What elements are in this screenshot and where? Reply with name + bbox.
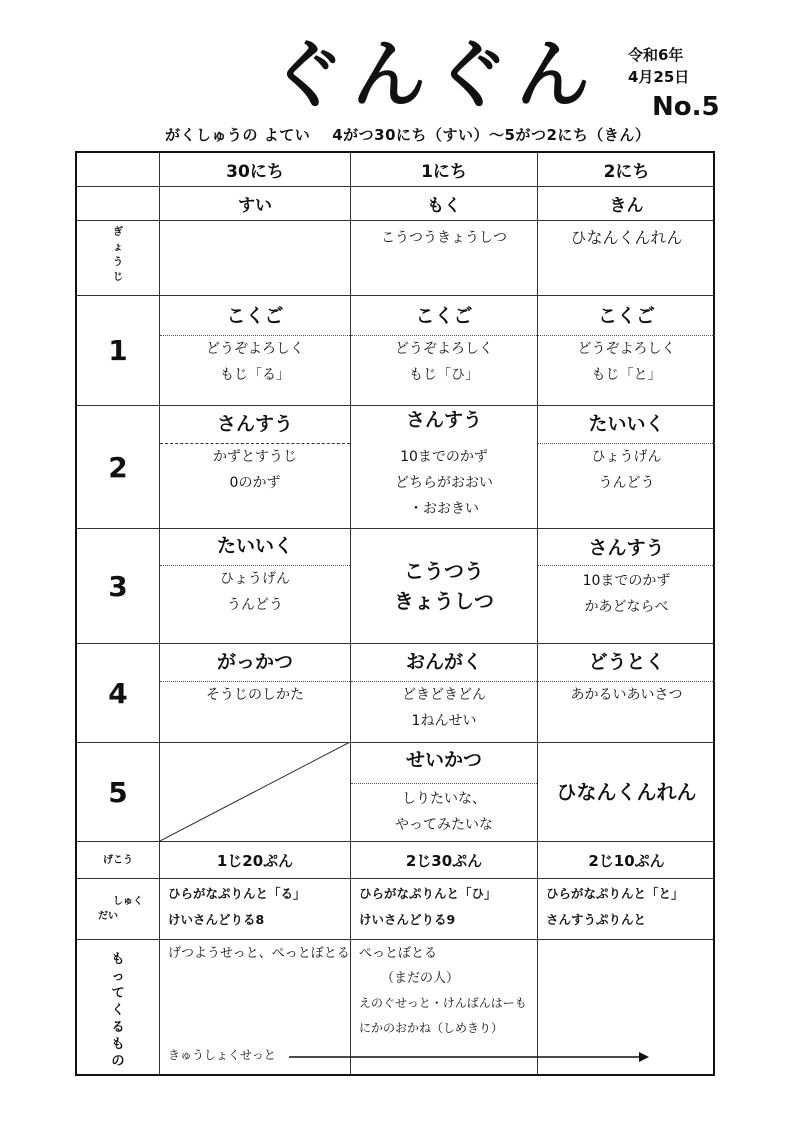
period-cell: たいいく ひょうげん うんどう [538,409,715,496]
row-label-belongings: も っ て く る も の [111,952,125,1069]
period-cell: こくご どうぞよろしく もじ「と」 [538,301,715,388]
subject: こくご [597,305,655,327]
issue-number: No.5 [652,92,720,122]
row-label-homework: しゅく だい [98,896,143,922]
col-date: 2にち [603,162,650,182]
event-cell: こうつうきょうしつ [381,230,507,246]
subtitle-range: 4がつ30にち（すい）～5がつ2にち（きん） [332,126,651,144]
col-weekday: きん [609,196,644,216]
date-era: 令和6年 [628,46,684,64]
period-cell-merged [351,529,537,643]
subject: おんがく [405,651,482,673]
dismissal-time: 1じ20ぷん [216,851,294,870]
dismissal-time: 2じ30ぷん [405,851,483,870]
period-number: 5 [108,775,128,809]
subtitle-label: がくしゅうの よてい [165,126,311,144]
period-cell: さんすう 10までのかず どちらがおおい ・おおきい [351,405,537,522]
period-cell: おんがく どきどきどん 1ねんせい [351,647,537,734]
period-number: 1 [108,334,128,367]
newsletter-title: ぐんぐん [270,32,598,118]
col-weekday: もく [427,196,461,216]
period-cell: せいかつ しりたいな、 やってみたいな [351,745,537,838]
date-day: 4月25日 [628,68,690,86]
belongings-lunch: きゅうしょくせっと [168,1048,276,1062]
subject: たいいく [216,535,293,557]
row-divider [77,643,713,644]
homework-cell: ひらがなぷりんと「ひ」 けいさんどりる9 [359,886,497,927]
row-divider [77,295,713,296]
subject: さんすう [588,537,665,559]
period-cell: さんすう 10までのかず かあどならべ [538,533,715,620]
subject: どうとく [588,651,665,673]
subject: こくご [226,305,284,327]
col-date: 1にち [421,162,467,182]
col-date: 30にち [226,162,284,182]
period-number: 2 [108,450,128,484]
period-cell-merged: ひなんくんれん [556,780,697,804]
row-divider [77,878,713,879]
subject: せいかつ [405,749,482,771]
period-cell: こくご どうぞよろしく もじ「ひ」 [351,301,537,388]
subject: さんすう [405,409,482,431]
row-divider [77,220,713,221]
homework-cell: ひらがなぷりんと「る」 けいさんどりる8 [168,886,306,927]
row-label-dismissal: げこう [103,854,133,866]
period-cell: どうとく あかるいあいさつ [538,647,715,708]
subject: たいいく [588,413,665,435]
subject-line2: きょうしつ [394,589,494,613]
period-number: 4 [108,676,128,710]
col-weekday: すい [238,196,272,216]
row-divider [77,939,713,940]
empty-cell-diagonal [160,742,350,841]
period-cell: さんすう かずとすうじ 0のかず [160,409,350,496]
period-cell: たいいく ひょうげん うんどう [160,531,350,618]
subject: がっかつ [216,651,293,673]
event-cell: ひなんくんれん [570,228,683,247]
continues-arrow-icon [289,1050,649,1064]
period-number: 3 [108,569,128,603]
dismissal-time: 2じ10ぷん [588,851,665,870]
subject: こうつう [404,559,484,583]
belongings-cell: ぺっとぼとる （まだの人） えのぐせっと・けんばんはーも にかのおかね（しめきり） [359,946,527,1035]
row-label-event: ぎ ょ う じ [113,227,123,283]
subject: こくご [415,305,473,327]
belongings-cell: げつようせっと、ぺっとぼとる [168,946,350,961]
homework-cell: ひらがなぷりんと「と」 さんすうぷりんと [546,886,684,927]
schedule-subtitle [165,124,650,145]
period-cell: がっかつ そうじのしかた [160,647,350,708]
subject: さんすう [216,413,293,435]
period-cell: こくご どうぞよろしく もじ「る」 [160,301,350,388]
schedule-table [75,151,715,1076]
